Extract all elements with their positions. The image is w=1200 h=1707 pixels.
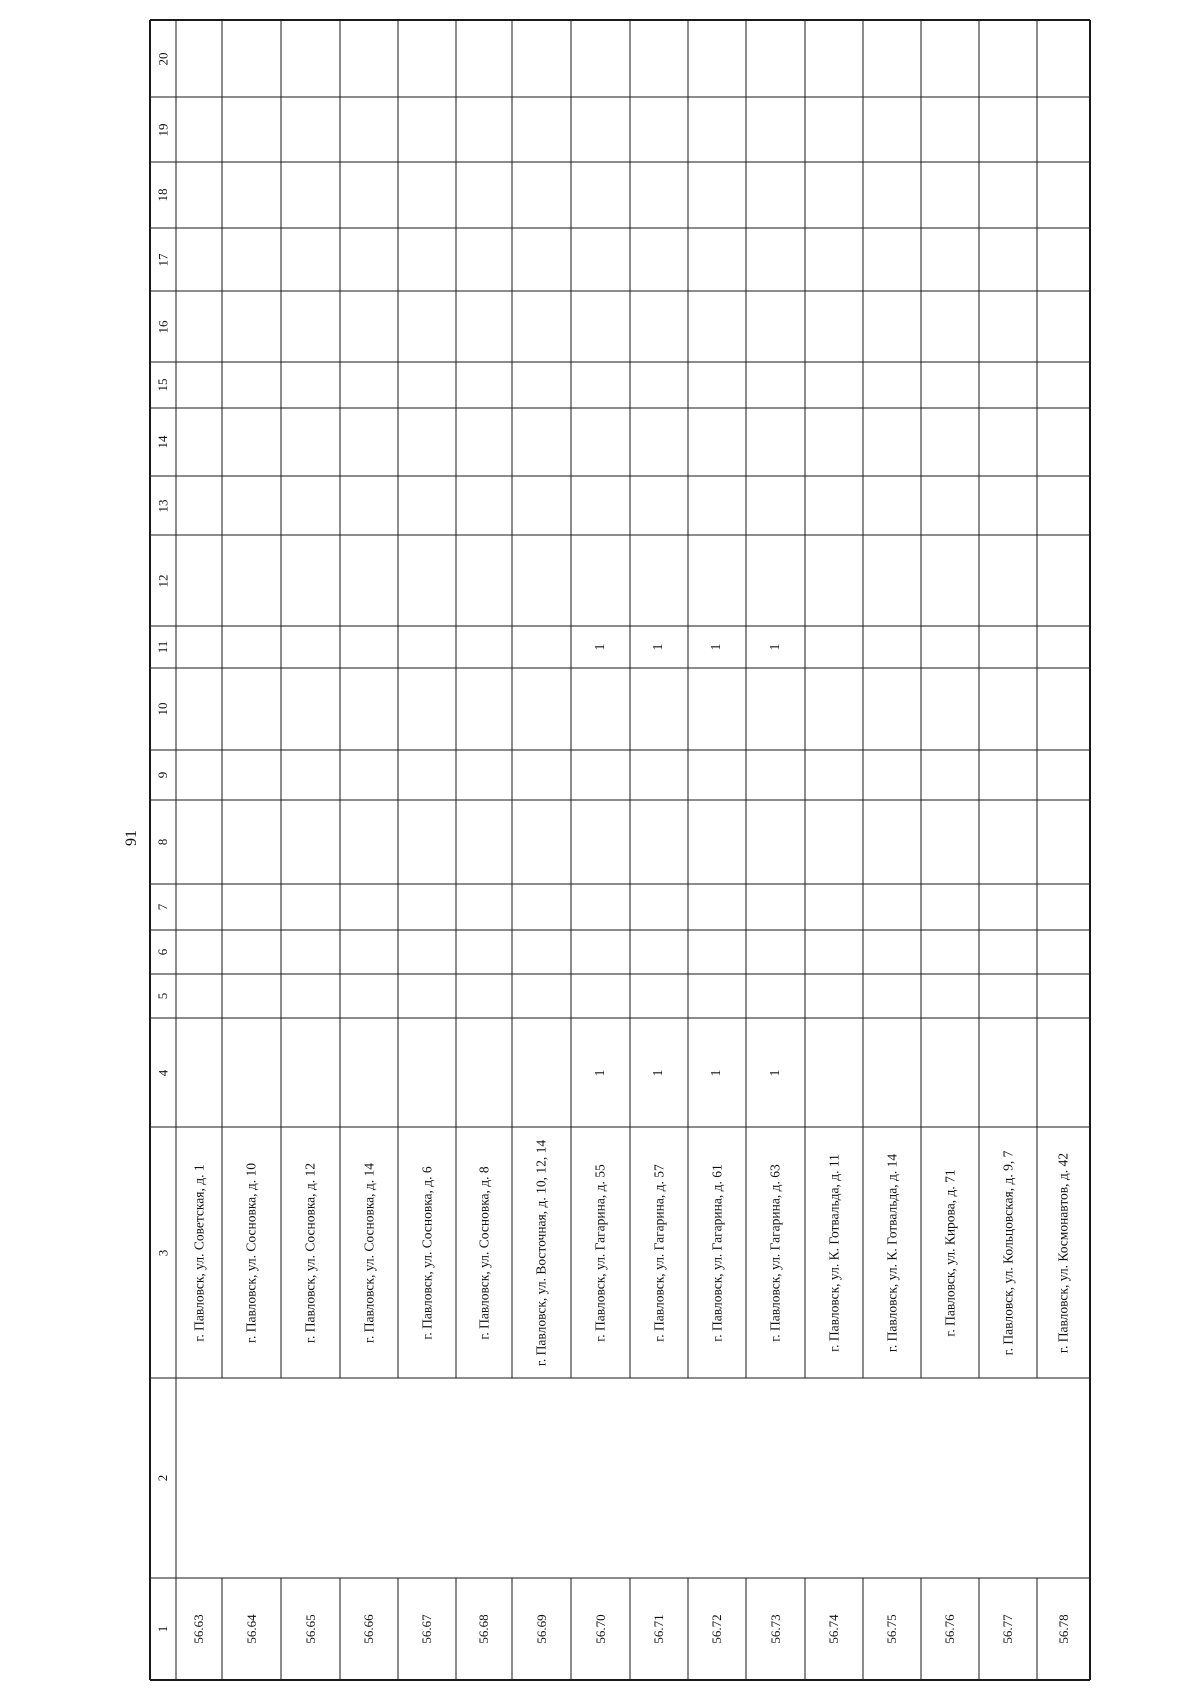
row-address: г. Павловск, ул. Сосновка, д. 14 bbox=[361, 1162, 376, 1343]
row-address: г. Павловск, ул. Сосновка, д. 6 bbox=[419, 1165, 434, 1340]
row-address: г. Павловск, ул. Гагарина, д. 55 bbox=[592, 1163, 608, 1342]
column-header: 14 bbox=[155, 435, 170, 449]
column-header: 19 bbox=[155, 123, 170, 136]
row-col4-value: 1 bbox=[651, 1069, 666, 1076]
row-address: г. Павловск, ул. Космонавтов, д. 42 bbox=[1055, 1152, 1071, 1353]
row-code: 56.65 bbox=[302, 1614, 318, 1644]
row-code: 56.75 bbox=[884, 1614, 899, 1644]
row-code: 56.69 bbox=[533, 1614, 549, 1644]
row-address: г. Павловск, ул. К. Готвальда, д. 11 bbox=[826, 1153, 841, 1352]
row-code: 56.74 bbox=[826, 1614, 841, 1644]
row-address: г. Павловск, ул. Советская, д. 1 bbox=[191, 1163, 206, 1342]
row-address: г. Павловск, ул. Кирова, д. 71 bbox=[942, 1168, 957, 1337]
row-address: г. Павловск, ул. Кольцовская, д. 9, 7 bbox=[1000, 1150, 1015, 1355]
column-header: 11 bbox=[155, 640, 170, 654]
row-address: г. Павловск, ул. Сосновка, д. 8 bbox=[476, 1165, 491, 1340]
row-address: г. Павловск, ул. Сосновка, д. 10 bbox=[243, 1162, 259, 1343]
row-col4-value: 1 bbox=[709, 1069, 724, 1076]
row-col11-value: 1 bbox=[651, 643, 666, 651]
page-number: 91 bbox=[123, 830, 140, 846]
column-header: 17 bbox=[155, 253, 170, 266]
row-code: 56.78 bbox=[1055, 1614, 1071, 1644]
row-code: 56.66 bbox=[361, 1614, 376, 1644]
column-header: 20 bbox=[155, 52, 170, 65]
row-col11-value: 1 bbox=[592, 643, 608, 651]
column-header: 10 bbox=[155, 702, 170, 716]
row-col11-value: 1 bbox=[709, 643, 724, 651]
row-address: г. Павловск, ул. Восточная, д. 10, 12, 14 bbox=[533, 1139, 549, 1366]
column-header: 3 bbox=[155, 1249, 170, 1256]
column-header: 8 bbox=[155, 838, 170, 846]
row-address: г. Павловск, ул. Гагарина, д. 61 bbox=[709, 1163, 724, 1342]
row-code: 56.63 bbox=[191, 1614, 206, 1644]
row-code: 56.67 bbox=[419, 1614, 434, 1644]
row-code: 56.68 bbox=[476, 1614, 491, 1644]
column-header: 2 bbox=[155, 1474, 170, 1482]
row-code: 56.64 bbox=[243, 1614, 259, 1644]
row-code: 56.70 bbox=[592, 1614, 608, 1644]
column-header: 4 bbox=[155, 1069, 170, 1076]
column-header: 18 bbox=[155, 188, 170, 202]
row-address: г. Павловск, ул. Гагарина, д. 63 bbox=[767, 1163, 783, 1342]
row-code: 56.77 bbox=[1000, 1614, 1015, 1644]
row-address: г. Павловск, ул. К. Готвальда, д. 14 bbox=[884, 1153, 899, 1352]
row-code: 56.73 bbox=[767, 1614, 783, 1644]
column-header: 16 bbox=[155, 320, 170, 333]
row-code: 56.76 bbox=[942, 1614, 957, 1644]
row-address: г. Павловск, ул. Гагарина, д. 57 bbox=[651, 1163, 666, 1342]
column-header: 15 bbox=[155, 378, 170, 392]
column-header: 7 bbox=[155, 903, 170, 911]
column-header: 13 bbox=[155, 499, 170, 512]
row-col4-value: 1 bbox=[592, 1069, 608, 1076]
column-header: 12 bbox=[155, 574, 170, 587]
column-header: 9 bbox=[155, 771, 170, 779]
column-header: 6 bbox=[155, 948, 170, 956]
row-address: г. Павловск, ул. Сосновка, д. 12 bbox=[302, 1162, 318, 1343]
row-code: 56.72 bbox=[709, 1614, 724, 1644]
column-header: 1 bbox=[155, 1625, 170, 1633]
row-col4-value: 1 bbox=[767, 1069, 783, 1076]
row-code: 56.71 bbox=[651, 1614, 666, 1644]
column-header: 5 bbox=[155, 992, 170, 1000]
row-col11-value: 1 bbox=[767, 643, 783, 651]
